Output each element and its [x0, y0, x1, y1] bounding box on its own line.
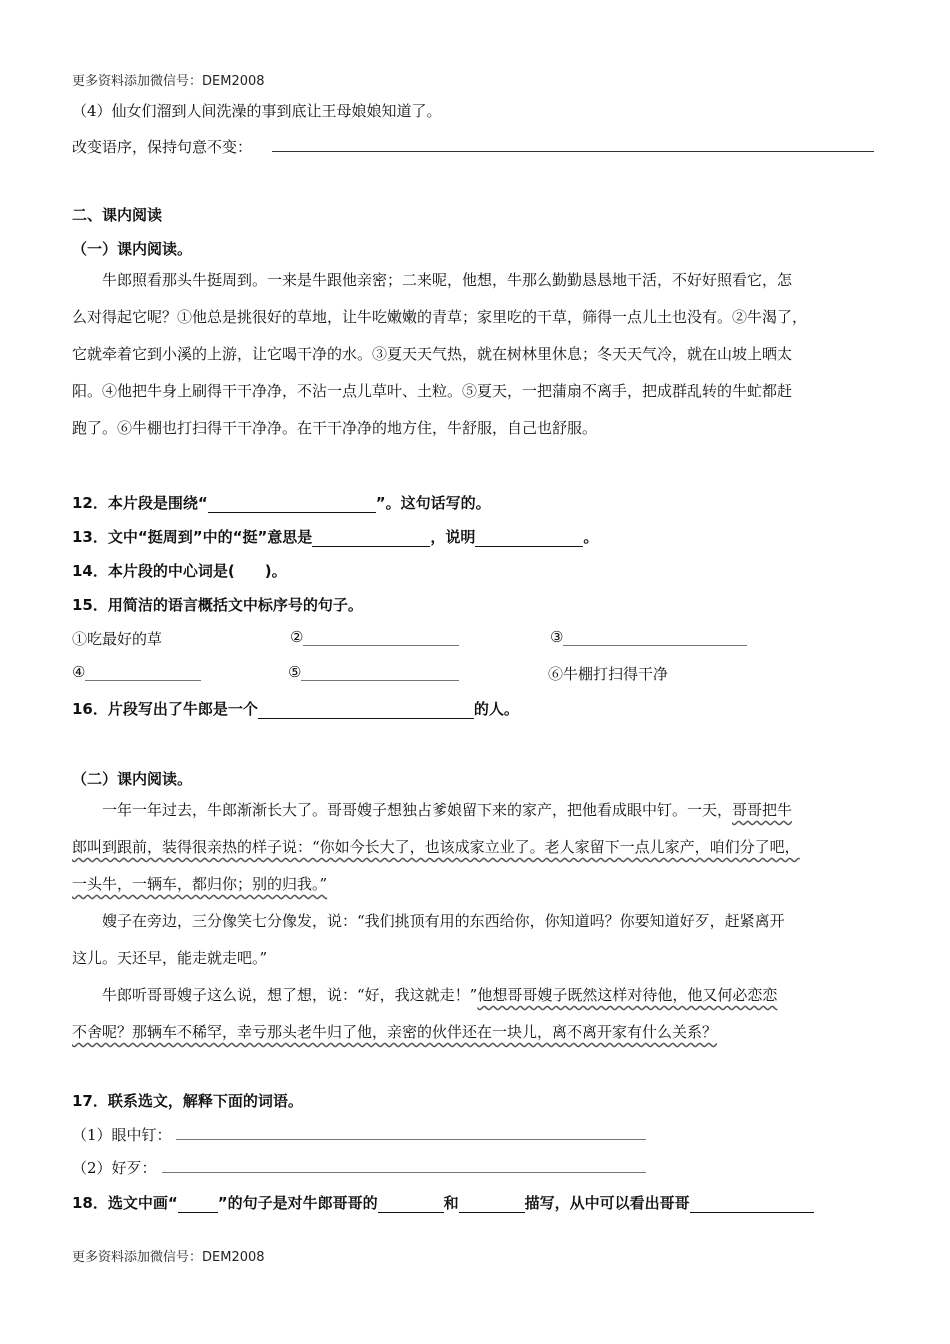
question-13: [72, 526, 598, 547]
passage-1: [72, 262, 807, 447]
answer-blank-q15-5[interactable]: [301, 664, 459, 681]
section-title: 二、课内阅读: [72, 206, 163, 224]
question-16-prefix: 16．片段写出了牛郎是一个: [72, 700, 258, 718]
question-12-suffix: ”。这句话写的。: [375, 494, 491, 512]
q15-label-2: ②: [290, 628, 304, 646]
q15-item-2: [290, 628, 459, 646]
question-17: 17．联系选文，解释下面的词语。: [72, 1092, 303, 1110]
passage-2-line: [72, 977, 800, 1014]
part-1-title: （一）课内阅读。: [72, 240, 193, 258]
answer-blank-q18-1[interactable]: [378, 1196, 444, 1213]
q15-label-5: ⑤: [288, 663, 302, 681]
question-4-text: （4）仙女们溜到人间洗澡的事到底让王母娘娘知道了。: [72, 102, 442, 120]
answer-blank-q15-2[interactable]: [303, 629, 459, 646]
passage-1-line: 么对得起它呢？①他总是挑很好的草地，让牛吃嫩嫩的青草；家里吃的干草，筛得一点儿土也没有。②牛渴了，: [72, 308, 808, 326]
answer-blank-q18-mark[interactable]: [178, 1196, 218, 1213]
q15-answer-6: ⑥牛棚打扫得干净: [548, 665, 669, 683]
q15-item-5: [288, 663, 459, 681]
question-18-part-c: 和: [443, 1194, 459, 1212]
passage-2-wavy-text: 不舍呢？那辆车不稀罕，幸亏那头老牛归了他，亲密的伙伴还在一块儿，离不离开家有什么关系？: [72, 1023, 718, 1041]
q15-answer-1: ①吃最好的草: [72, 630, 163, 648]
answer-blank-q15-3[interactable]: [563, 629, 747, 646]
page-header: 更多资料添加微信号：DEM2008: [72, 74, 265, 89]
question-18-part-b: ”的句子是对牛郎哥哥的: [217, 1194, 378, 1212]
question-12: [72, 492, 491, 513]
question-13-suffix: 。: [583, 528, 599, 546]
q15-label-4: ④: [72, 663, 86, 681]
q15-item-3: [550, 628, 747, 646]
question-18: [72, 1192, 814, 1213]
question-13-prefix: 13．文中“挺周到”中的“挺”意思是: [72, 528, 313, 546]
question-16: [72, 698, 519, 719]
q15-label-3: ③: [550, 628, 564, 646]
answer-blank-q15-4[interactable]: [85, 664, 201, 681]
passage-2-line: 嫂子在旁边，三分像笑七分像发，说：“我们挑顶有用的东西给你，你知道吗？你要知道好歹，赶紧离开: [102, 912, 785, 930]
passage-2-text: 一年一年过去，牛郎渐渐长大了。哥哥嫂子想独占爹娘留下来的家产，把他看成眼中钉。一天，: [102, 801, 733, 819]
question-18-part-d: 描写，从中可以看出哥哥: [524, 1194, 690, 1212]
question-16-suffix: 的人。: [473, 700, 519, 718]
q17-item-1: （1）眼中钉：: [72, 1126, 172, 1144]
passage-2-wavy-text: 他想哥哥嫂子既然这样对待他，他又何必恋恋: [477, 986, 778, 1004]
passage-2-line: 这儿。天还早，能走就走吧。”: [72, 949, 268, 967]
q17-item-2: （2）好歹：: [72, 1159, 157, 1177]
answer-blank-q18-3[interactable]: [690, 1196, 814, 1213]
q15-item-4: [72, 663, 201, 681]
passage-1-line: 阳。④他把牛身上刷得干干净净，不沾一点儿草叶、土粒。⑤夏天，一把蒲扇不离手，把成群乱转的牛虻都赶: [72, 382, 793, 400]
part-2-title: （二）课内阅读。: [72, 770, 193, 788]
passage-2-text: 牛郎听哥哥嫂子这么说，想了想，说：“好，我这就走！”: [102, 986, 478, 1004]
question-12-prefix: 12．本片段是围绕“: [72, 494, 208, 512]
answer-blank-q13-meaning[interactable]: [312, 530, 430, 547]
passage-2-wavy-text: 哥哥把牛: [732, 801, 793, 819]
answer-blank-q18-2[interactable]: [459, 1196, 525, 1213]
answer-blank-q13-explain[interactable]: [475, 530, 583, 547]
answer-blank-q12[interactable]: [208, 496, 376, 513]
passage-1-line: 它就牵着它到小溪的上游，让它喝干净的水。③夏天天气热，就在树林里休息；冬天天气冷，就在山坡上晒太: [72, 345, 793, 363]
answer-line-q17-1[interactable]: [176, 1139, 646, 1140]
answer-line-q17-2[interactable]: [162, 1172, 646, 1173]
question-18-prefix: 18．选文中画“: [72, 1194, 178, 1212]
passage-1-line: 牛郎照看那头牛挺周到。一来是牛跟他亲密；二来呢，他想，牛那么勤勤恳恳地干活，不好好照看它，怎: [102, 271, 793, 289]
question-4-instruction: 改变语序，保持句意不变：: [72, 138, 253, 156]
question-14: 14．本片段的中心词是( )。: [72, 562, 287, 580]
passage-2-line: [72, 792, 800, 829]
passage-2-wavy-text: 一头牛，一辆车，都归你；别的归我。”: [72, 875, 328, 893]
question-15: 15．用简洁的语言概括文中标序号的句子。: [72, 596, 363, 614]
question-13-middle: ，说明: [430, 528, 476, 546]
passage-1-line: 跑了。⑥牛棚也打扫得干干净净。在干干净净的地方住，牛舒服，自己也舒服。: [72, 419, 598, 437]
page-footer: 更多资料添加微信号：DEM2008: [72, 1250, 265, 1265]
answer-line-q4[interactable]: [272, 151, 874, 152]
passage-2-line: [72, 866, 800, 903]
passage-2-line: [72, 1014, 800, 1051]
passage-2: [72, 792, 800, 1051]
passage-2-line: [72, 829, 800, 866]
passage-2-wavy-text: 郎叫到跟前，装得很亲热的样子说：“你如今长大了，也该成家立业了。老人家留下一点儿家产，咱们分了吧，: [72, 838, 800, 856]
answer-blank-q16[interactable]: [258, 702, 474, 719]
